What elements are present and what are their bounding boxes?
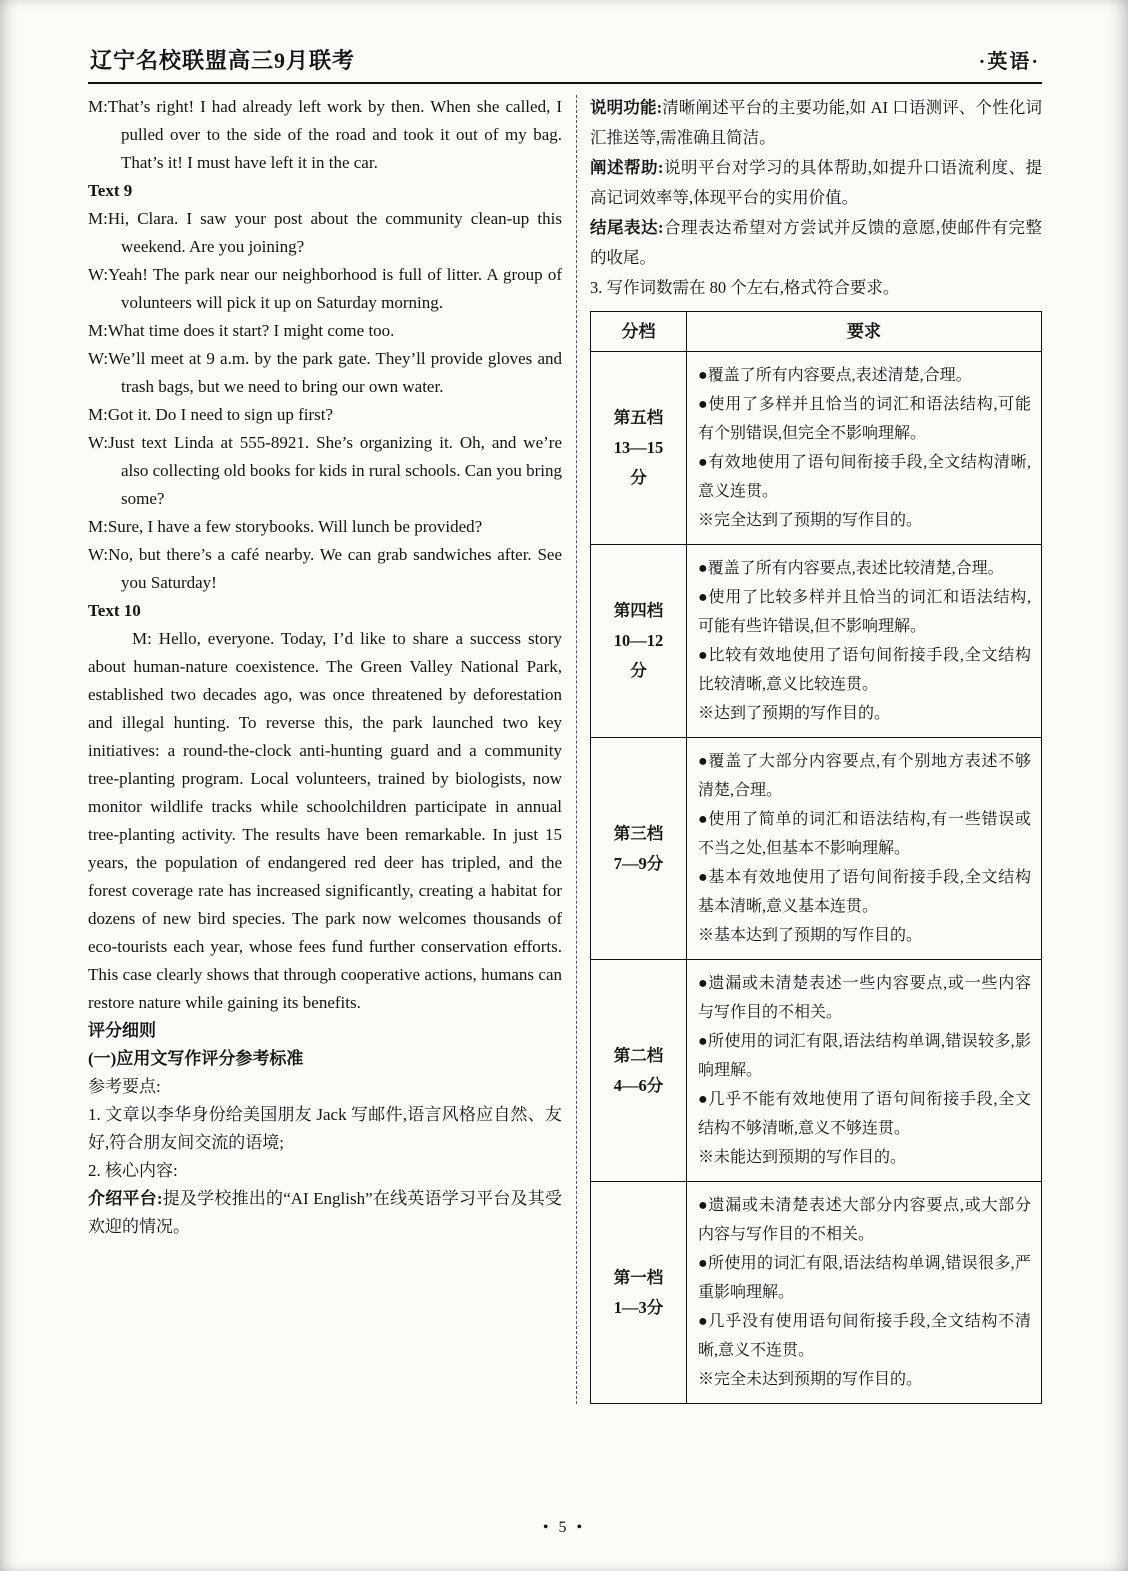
requirement-item: ●覆盖了大部分内容要点,有个别地方表述不够清楚,合理。 [698,753,1031,799]
requirement-item: ※达到了预期的写作目的。 [698,705,891,722]
rubric-header-row [591,312,1042,352]
paragraph: 2. 核心内容: [88,1161,178,1180]
dialogue-line: M:Hi, Clara. I saw your post about the community clean-up this weekend. Are you joining? [88,209,562,256]
band-cell [591,960,687,1182]
band-line: 第五档 [613,408,664,427]
column-divider [576,95,577,1404]
dialogue-line: M:Got it. Do I need to sign up first? [88,405,334,424]
paragraph: 说明功能:清晰阐述平台的主要功能,如 AI 口语测评、个性化词汇推送等,需准确且简洁。 [590,98,1042,147]
page-number: • 5 • [542,1519,586,1536]
requirements-cell [687,960,1042,1182]
key-point-label: 介绍平台: [88,1189,163,1208]
rubric-row [591,960,1042,1182]
dialogue-line: M:That’s right! I had already left work by then. When she called, I pulled over to the side of the road and took it out of my bag. That’s it! I must have left it in the car. [88,97,562,172]
band-line: 第一档 [613,1267,664,1287]
band-cell [591,738,687,960]
rubric-row [591,738,1042,960]
page-footer [0,1519,1128,1537]
band-line: 分 [630,661,647,680]
paragraph: 参考要点: [88,1077,161,1096]
requirement-item: ※未能达到预期的写作目的。 [698,1149,907,1166]
speaker-label: W: [88,433,109,452]
requirement-item: ●遗漏或未清楚表述一些内容要点,或一些内容与写作目的不相关。 [698,975,1031,1021]
requirement-item: ●所使用的词汇有限,语法结构单调,错误很多,严重影响理解。 [698,1255,1031,1301]
requirement-item: ●几乎不能有效地使用了语句间衔接手段,全文结构不够清晰,意义不够连贯。 [698,1091,1031,1137]
text9-heading: Text 9 [88,181,133,200]
paragraph: 介绍平台:提及学校推出的“AI English”在线英语学习平台及其受欢迎的情况。 [88,1189,562,1236]
dialogue-line: M:What time does it start? I might come too. [88,321,395,340]
speaker-label: M: [88,321,108,340]
band-cell [591,352,687,545]
speaker-label: M: [88,405,108,424]
applied-writing-heading: (一)应用文写作评分参考标准 [88,1049,304,1068]
band-line: 第四档 [613,601,664,620]
band-line: 10—12 [613,631,664,650]
band-line: 4—6分 [613,1075,664,1095]
dialogue-line: W:Yeah! The park near our neighborhood is full of litter. A group of volunteers will pick it up on Saturday morning. [88,265,562,312]
speaker-label: M: [88,97,108,116]
band-line: 7—9分 [613,853,664,873]
rubric-table [590,311,1042,1404]
requirement-item: ●遗漏或未清楚表述大部分内容要点,或大部分内容与写作目的不相关。 [698,1197,1031,1243]
requirement-item: ●使用了比较多样并且恰当的词汇和语法结构,可能有些许错误,但不影响理解。 [698,589,1031,635]
requirement-item: ●使用了多样并且恰当的词汇和语法结构,可能有个别错误,但完全不影响理解。 [698,396,1031,442]
requirements-cell [687,545,1042,738]
band-line: 1—3分 [613,1297,664,1317]
requirement-item: ●覆盖了所有内容要点,表述比较清楚,合理。 [698,560,1004,577]
requirement-item: ※完全达到了预期的写作目的。 [698,512,923,529]
requirement-item: ●比较有效地使用了语句间衔接手段,全文结构比较清晰,意义比较连贯。 [698,647,1031,693]
requirement-item: ●所使用的词汇有限,语法结构单调,错误较多,影响理解。 [698,1033,1031,1079]
requirement-item: ●基本有效地使用了语句间衔接手段,全文结构基本清晰,意义基本连贯。 [698,869,1031,915]
band-line: 第三档 [613,823,664,843]
dialogue-line: W:No, but there’s a café nearby. We can grab sandwiches after. See you Saturday! [88,545,562,592]
paragraph: 阐述帮助:说明平台对学习的具体帮助,如提升口语流利度、提高记词效率等,体现平台的实用价值。 [590,158,1043,207]
band-cell [591,1182,687,1404]
dialogue-line: W:We’ll meet at 9 a.m. by the park gate. They’ll provide gloves and trash bags, but we need to bring our own water. [88,349,562,396]
paragraph: 1. 文章以李华身份给美国朋友 Jack 写邮件,语言风格应自然、友好,符合朋友间交流的语境; [88,1105,562,1152]
col-header-requirements: 要求 [687,312,1042,352]
rubric-row [591,352,1042,545]
rubric-row [591,1182,1042,1404]
dialogue-line: W:Just text Linda at 555-8921. She’s organizing it. Oh, and we’re also collecting old books for kids in rural schools. Can you bring some? [88,433,562,508]
subject-label: ·英语· [978,51,1040,73]
speaker-label: W: [88,349,109,368]
requirement-item: ●有效地使用了语句间衔接手段,全文结构清晰,意义连贯。 [698,454,1031,500]
requirements-cell [687,1182,1042,1404]
paragraph: 结尾表达:合理表达希望对方尝试并反馈的意愿,使邮件有完整的收尾。 [590,218,1043,267]
key-point-label: 阐述帮助: [590,158,664,177]
dialogue-line: M:Sure, I have a few storybooks. Will lunch be provided? [88,517,483,536]
band-line: 13—15 [613,438,664,457]
speaker-label: W: [88,545,109,564]
requirement-item: ●覆盖了所有内容要点,表述清楚,合理。 [698,367,972,384]
requirement-item: ●使用了简单的词汇和语法结构,有一些错误或不当之处,但基本不影响理解。 [698,811,1031,857]
requirements-cell [687,738,1042,960]
band-line: 第二档 [613,1045,664,1065]
col-header-band: 分档 [591,312,687,352]
speaker-label: W: [88,265,109,284]
key-point-label: 说明功能: [590,98,663,117]
right-column [590,93,1042,1404]
band-cell [591,545,687,738]
requirement-item: ※完全未达到预期的写作目的。 [698,1371,923,1388]
left-column [88,93,562,1404]
paragraph: M: Hello, everyone. Today, I’d like to share a success story about human-nature coexistence. The Green Valley National Park, established two decades ago, was once threatened by deforestation and illegal hunting. To reverse this, the park launched two key initiatives: a round-the-clock anti-hunting guard and a community tree-planting program. Local volunteers, trained by biologists, now monitor wildlife tracks while schoolchildren participate in annual tree-planting activity. The results have been remarkable. In just 15 years, the population of endangered red deer has tripled, and the forest coverage rate has increased significantly, creating a habitat for dozens of new bird species. The park now welcomes thousands of eco-tourists each year, whose fees fund further conservation efforts. This case clearly shows that through cooperative actions, humans can restore nature while gaining its benefits. [88,629,562,1012]
text10-heading: Text 10 [88,601,141,620]
speaker-label: M: [88,517,108,536]
right-paragraphs [590,93,1042,303]
key-point-label: 结尾表达: [590,218,664,237]
paragraph: 3. 写作词数需在 80 个左右,格式符合要求。 [590,278,900,297]
page-title: 辽宁名校联盟高三9月联考 [90,48,356,73]
requirements-cell [687,352,1042,545]
requirement-item: ●几乎没有使用语句间衔接手段,全文结构不清晰,意义不连贯。 [698,1313,1031,1359]
scoring-rules-heading: 评分细则 [88,1021,156,1040]
page-header [88,44,1042,75]
speaker-label: M: [88,209,108,228]
rubric-row [591,545,1042,738]
band-line: 分 [630,468,647,487]
content-columns [88,93,1042,1404]
requirement-item: ※基本达到了预期的写作目的。 [698,927,923,944]
header-rule [88,82,1042,84]
